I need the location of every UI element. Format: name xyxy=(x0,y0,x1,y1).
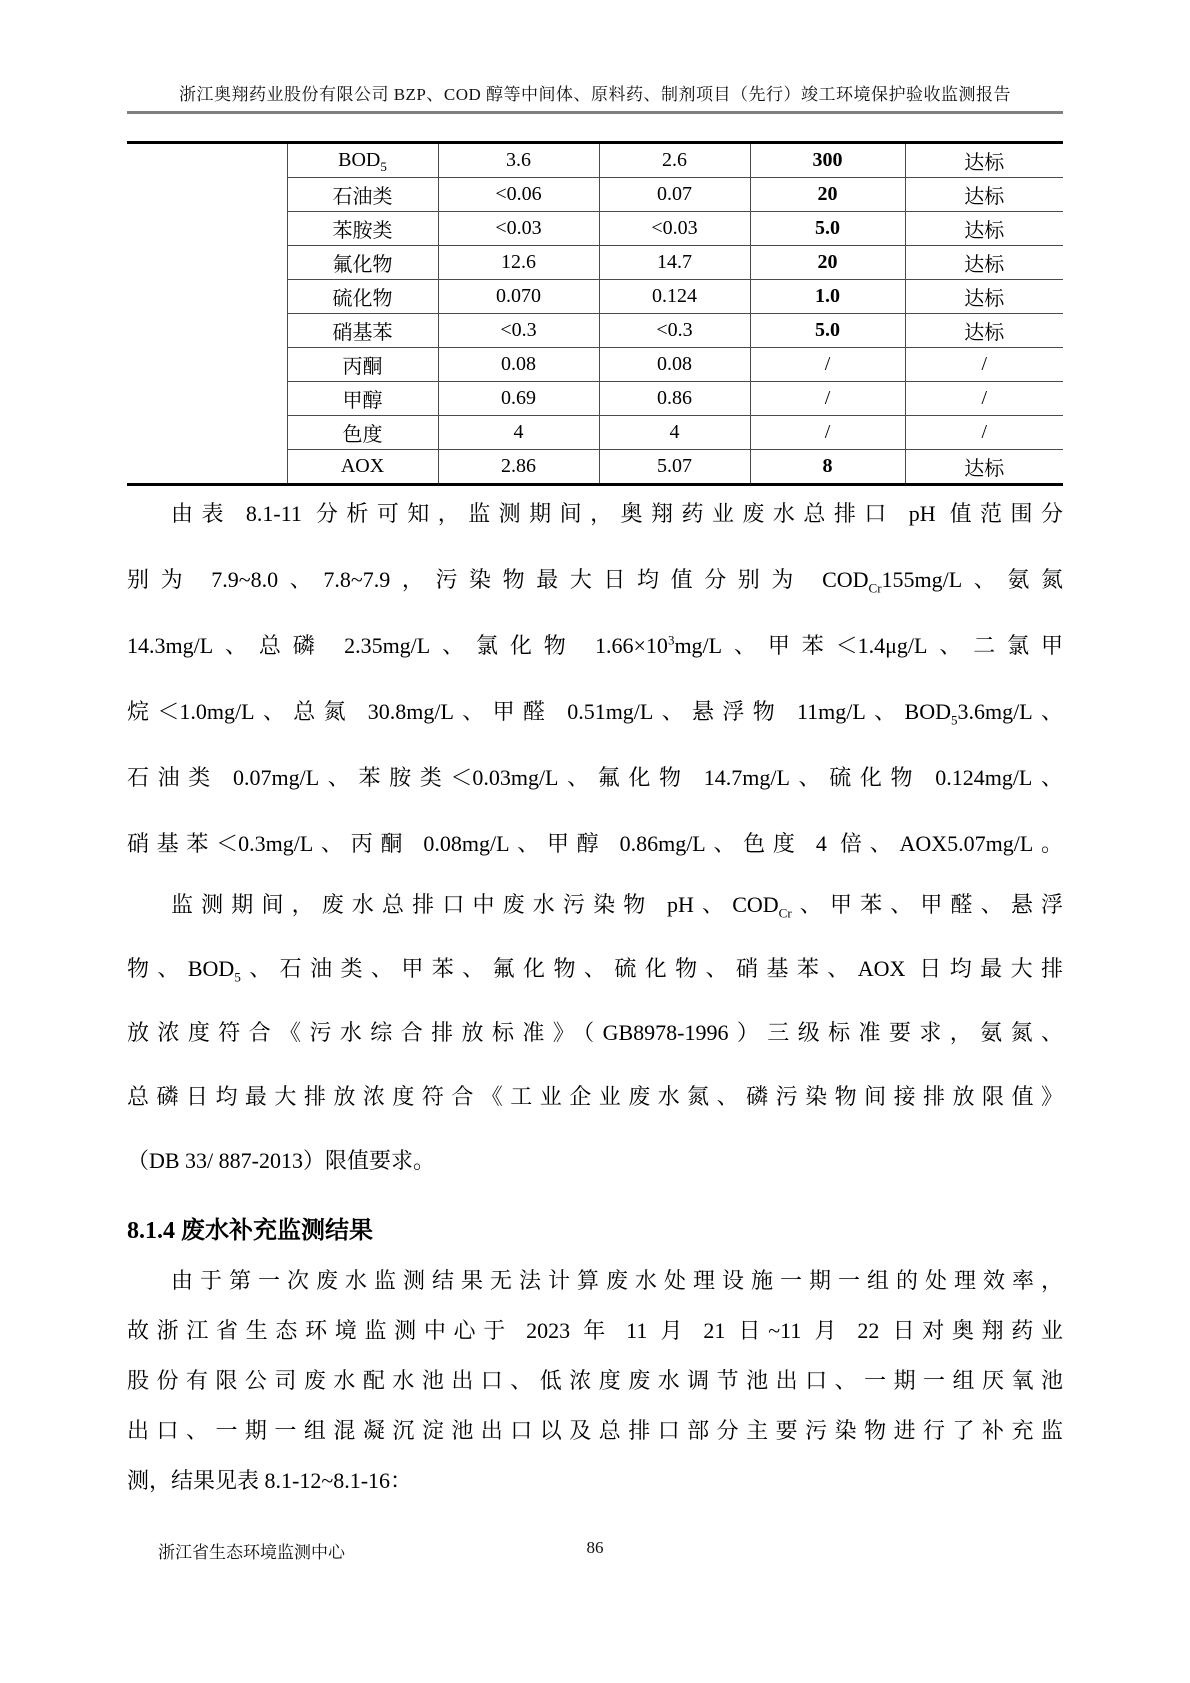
text-line: 由表 8.1-11 分析可知，监测期间，奥翔药业废水总排口 pH 值范围分 xyxy=(171,501,1063,526)
cell-day1-value: 3.6 xyxy=(438,143,599,178)
cell-day1-value: <0.06 xyxy=(438,178,599,212)
cell-standard-limit: 20 xyxy=(750,178,905,212)
cell-compliance-result: 达标 xyxy=(905,314,1063,348)
cell-compliance-result: 达标 xyxy=(905,450,1063,485)
cell-compliance-result: 达标 xyxy=(905,212,1063,246)
cell-compliance-result: 达标 xyxy=(905,280,1063,314)
cell-day1-value: <0.3 xyxy=(438,314,599,348)
cell-day1-value: 0.070 xyxy=(438,280,599,314)
cell-parameter: 石油类 xyxy=(287,178,438,212)
cell-day2-value: 2.6 xyxy=(599,143,750,178)
text-line: 故浙江省生态环境监测中心于 2023 年 11 月 21 日~11 月 22 日对奥翔药业 xyxy=(127,1318,1063,1343)
cell-standard-limit: 20 xyxy=(750,246,905,280)
text-line: 由于第一次废水监测结果无法计算废水处理设施一期一组的处理效率， xyxy=(171,1268,1063,1293)
text-line: 别为 7.9~8.0、7.8~7.9，污染物最大日均值分别为 $COD_{Cr}155mg/L$、氨氮 xyxy=(127,567,1063,596)
cell-day2-value: 0.08 xyxy=(599,348,750,382)
text-line: 放浓度符合《污水综合排放标准》（GB8978-1996）三级标准要求，氨氮、 xyxy=(127,1020,1063,1045)
paragraph-supplementary-monitoring xyxy=(127,1256,1063,1506)
cell-compliance-result: / xyxy=(905,382,1063,416)
table-lead-cell xyxy=(127,143,287,485)
cell-standard-limit: 5.0 xyxy=(750,314,905,348)
cell-day2-value: 0.86 xyxy=(599,382,750,416)
cell-parameter: 色度 xyxy=(287,416,438,450)
header-rule xyxy=(127,111,1063,114)
cell-standard-limit: 5.0 xyxy=(750,212,905,246)
cell-compliance-result: / xyxy=(905,416,1063,450)
text-line: 出口、一期一组混凝沉淀池出口以及总排口部分主要污染物进行了补充监 xyxy=(127,1418,1063,1443)
paragraph-analysis-2 xyxy=(127,873,1063,1193)
cell-parameter: $BOD_5$ xyxy=(287,143,438,178)
cell-day2-value: <0.3 xyxy=(599,314,750,348)
paragraph-analysis-1 xyxy=(127,481,1063,877)
cell-standard-limit: 300 xyxy=(750,143,905,178)
cell-day2-value: 14.7 xyxy=(599,246,750,280)
cell-day2-value: 0.124 xyxy=(599,280,750,314)
cell-standard-limit: / xyxy=(750,348,905,382)
cell-day1-value: 0.08 xyxy=(438,348,599,382)
cell-day1-value: <0.03 xyxy=(438,212,599,246)
footer-organization: 浙江省生态环境监测中心 xyxy=(158,1543,345,1562)
cell-compliance-result: 达标 xyxy=(905,178,1063,212)
cell-standard-limit: 1.0 xyxy=(750,280,905,314)
text-line: 硝基苯＜0.3mg/L、丙酮 0.08mg/L、甲醇 0.86mg/L、色度 4 倍、AOX5.07mg/L。 xyxy=(127,831,1063,856)
cell-day1-value: 4 xyxy=(438,416,599,450)
text-line: 石油类 0.07mg/L、苯胺类＜0.03mg/L、氟化物 14.7mg/L、硫化物 0.124mg/L、 xyxy=(127,765,1063,790)
text-line: 烷＜1.0mg/L、总氮 30.8mg/L、甲醛 0.51mg/L、悬浮物 11mg/L、$BOD_53.6mg/L$、 xyxy=(127,699,1063,728)
cell-day1-value: 12.6 xyxy=(438,246,599,280)
page-header-title: 浙江奥翔药业股份有限公司 BZP、COD 醇等中间体、原料药、制剂项目（先行）竣工环境保护验收监测报告 xyxy=(178,85,1012,104)
text-line: 物、$BOD_5$、石油类、甲苯、氟化物、硫化物、硝基苯、AOX 日均最大排 xyxy=(127,956,1064,985)
text-line: 14.3mg/L、总磷 2.35mg/L、氯化物 $1.66\times 10^3mg/L$、甲苯＜1.4μg/L、二氯甲 xyxy=(127,632,1063,658)
cell-standard-limit: / xyxy=(750,382,905,416)
cell-standard-limit: / xyxy=(750,416,905,450)
cell-parameter: AOX xyxy=(287,450,438,485)
text-line: 股份有限公司废水配水池出口、低浓度废水调节池出口、一期一组厌氧池 xyxy=(127,1368,1063,1393)
wastewater-monitoring-table xyxy=(127,141,1063,486)
cell-compliance-result: / xyxy=(905,348,1063,382)
text-line: 总磷日均最大排放浓度符合《工业企业废水氮、磷污染物间接排放限值》 xyxy=(127,1084,1063,1109)
table-body xyxy=(127,143,1063,485)
table-row xyxy=(127,143,1063,178)
cell-day1-value: 0.69 xyxy=(438,382,599,416)
footer-page-number: 86 xyxy=(586,1538,604,1557)
cell-parameter: 硫化物 xyxy=(287,280,438,314)
cell-parameter: 甲醇 xyxy=(287,382,438,416)
cell-day2-value: 5.07 xyxy=(599,450,750,485)
cell-day2-value: <0.03 xyxy=(599,212,750,246)
cell-day2-value: 4 xyxy=(599,416,750,450)
cell-compliance-result: 达标 xyxy=(905,246,1063,280)
text-line: 监测期间，废水总排口中废水污染物 pH、$COD_{Cr}$、甲苯、甲醛、悬浮 xyxy=(171,892,1063,921)
cell-standard-limit: 8 xyxy=(750,450,905,485)
text-line: 测，结果见表 8.1-12~8.1-16： xyxy=(127,1468,413,1493)
section-heading-8-1-4: 8.1.4 废水补充监测结果 xyxy=(127,1218,373,1244)
cell-parameter: 硝基苯 xyxy=(287,314,438,348)
cell-parameter: 氟化物 xyxy=(287,246,438,280)
cell-compliance-result: 达标 xyxy=(905,143,1063,178)
cell-parameter: 苯胺类 xyxy=(287,212,438,246)
text-line: （DB 33/ 887-2013）限值要求。 xyxy=(127,1148,436,1173)
cell-day1-value: 2.86 xyxy=(438,450,599,485)
cell-parameter: 丙酮 xyxy=(287,348,438,382)
cell-day2-value: 0.07 xyxy=(599,178,750,212)
